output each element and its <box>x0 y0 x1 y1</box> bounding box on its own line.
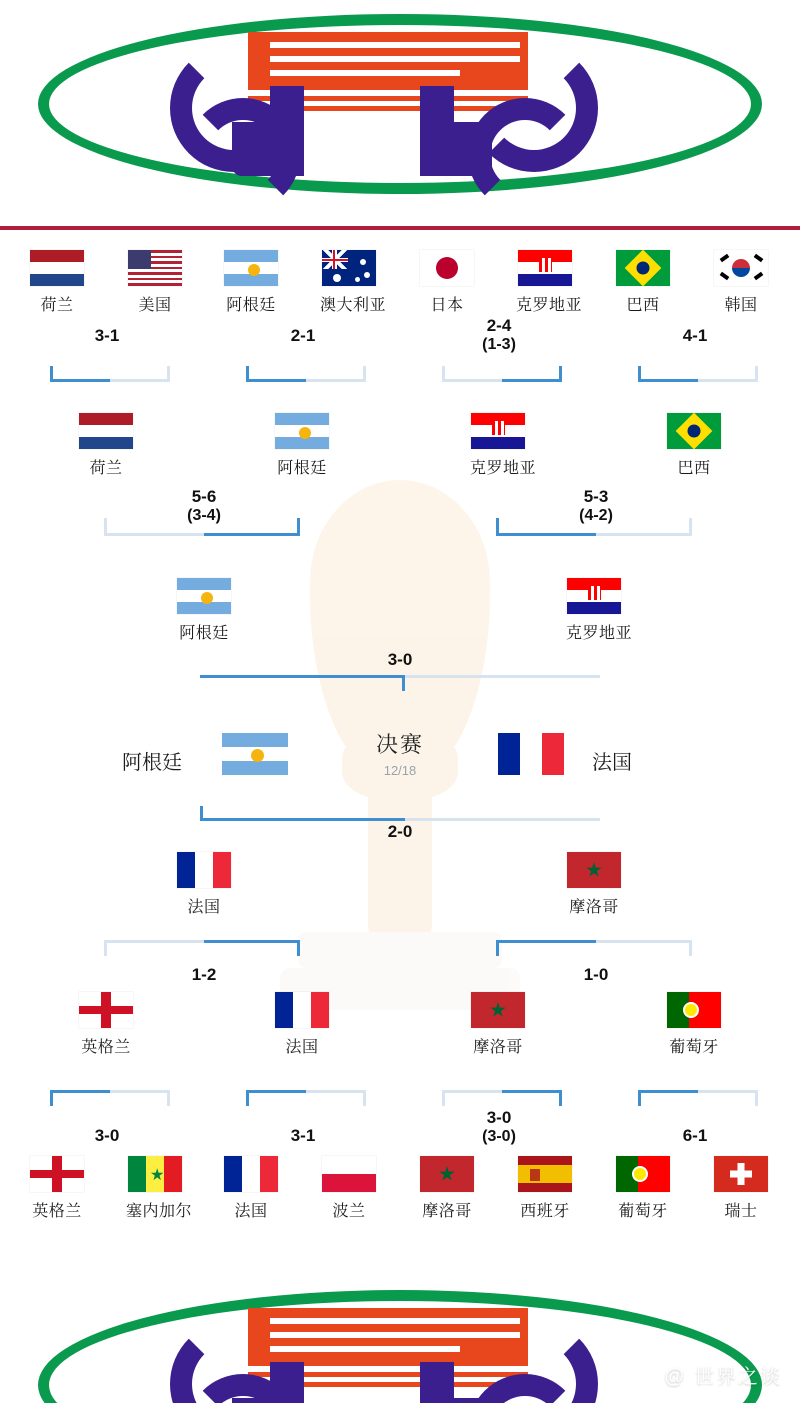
flag-france <box>224 1156 278 1192</box>
flag-argentina <box>224 250 278 286</box>
r16-top-score-2: 2-4 (1-3) <box>482 316 516 353</box>
r16-bottom-score-2: 3-0 (3-0) <box>482 1108 516 1145</box>
flag-japan <box>420 250 474 286</box>
team-label: 摩洛哥 <box>569 899 619 916</box>
team-label: 葡萄牙 <box>618 1203 668 1220</box>
qf-bottom-team-3[interactable] <box>666 992 722 1057</box>
flag-brazil <box>667 413 721 449</box>
r16-bottom-team-2[interactable] <box>222 1156 280 1221</box>
qf-top-team-3[interactable] <box>666 413 722 478</box>
flag-england <box>79 992 133 1028</box>
final-title: 决赛 <box>375 732 424 757</box>
connector-qf-0 <box>104 518 300 536</box>
connector-r16-3 <box>638 366 758 382</box>
flag-senegal <box>128 1156 182 1192</box>
flag-australia <box>322 250 376 286</box>
flag-france-final <box>498 733 564 775</box>
flag-morocco <box>567 852 621 888</box>
logo-top <box>0 0 800 210</box>
flag-portugal <box>616 1156 670 1192</box>
flag-portugal <box>667 992 721 1028</box>
connector-sf-top <box>200 672 600 690</box>
r16-top-team-7[interactable] <box>712 250 770 315</box>
r16-bottom-team-4[interactable] <box>418 1156 476 1221</box>
qf-bottom-score-0: 1-2 <box>191 965 217 984</box>
flag-spain <box>518 1156 572 1192</box>
connector-r16-bottom-1 <box>246 1090 366 1108</box>
r16-top-score-1: 2-1 <box>290 326 316 345</box>
team-label: 波兰 <box>332 1203 366 1220</box>
final-right-team: 法国 <box>592 752 632 774</box>
flag-argentina <box>275 413 329 449</box>
r16-top-team-5[interactable] <box>516 250 583 315</box>
r16-top-team-4[interactable] <box>418 250 476 315</box>
r16-top-score-0: 3-1 <box>94 326 120 345</box>
team-label: 日本 <box>430 297 464 314</box>
final-block <box>340 728 460 778</box>
logo-mark <box>170 26 590 176</box>
team-label: 阿根廷 <box>277 460 327 477</box>
flag-france <box>177 852 231 888</box>
team-label: 澳大利亚 <box>320 297 387 314</box>
r16-bottom-score-3: 6-1 <box>682 1126 708 1145</box>
flag-netherlands <box>30 250 84 286</box>
r16-top-team-6[interactable] <box>614 250 672 315</box>
team-label: 西班牙 <box>520 1203 570 1220</box>
qf-top-team-1[interactable] <box>274 413 330 478</box>
flag-croatia <box>567 578 621 614</box>
qf-bottom-score-1: 1-0 <box>583 965 609 984</box>
team-label: 摩洛哥 <box>422 1203 472 1220</box>
team-label: 克罗地亚 <box>516 297 583 314</box>
r16-top-team-2[interactable] <box>222 250 280 315</box>
r16-top-team-1[interactable] <box>126 250 184 315</box>
team-label: 英格兰 <box>81 1039 131 1056</box>
flag-morocco <box>471 992 525 1028</box>
r16-bottom-team-5[interactable] <box>516 1156 574 1221</box>
r16-top-team-3[interactable] <box>320 250 387 315</box>
sf-bottom-team-1[interactable] <box>566 852 622 917</box>
flag-england <box>30 1156 84 1192</box>
sf-top-team-1[interactable] <box>566 578 633 643</box>
flag-croatia <box>471 413 525 449</box>
qf-top-team-2[interactable] <box>470 413 537 478</box>
team-label: 荷兰 <box>40 297 74 314</box>
qf-top-team-0[interactable] <box>78 413 134 478</box>
flag-usa <box>128 250 182 286</box>
divider <box>0 226 800 230</box>
r16-top-team-0[interactable] <box>28 250 86 315</box>
qf-bottom-team-2[interactable] <box>470 992 526 1057</box>
flag-croatia <box>518 250 572 286</box>
connector-r16-bottom-2 <box>442 1090 562 1108</box>
connector-qf-bottom-1 <box>496 940 692 958</box>
r16-bottom-team-7[interactable] <box>712 1156 770 1221</box>
flag-netherlands <box>79 413 133 449</box>
sf-bottom-score-0: 2-0 <box>387 822 413 841</box>
flag-brazil <box>616 250 670 286</box>
team-label: 克罗地亚 <box>470 460 537 477</box>
team-label: 荷兰 <box>89 460 123 477</box>
qf-bottom-team-1[interactable] <box>274 992 330 1057</box>
team-label: 巴西 <box>677 460 711 477</box>
qf-bottom-team-0[interactable] <box>78 992 134 1057</box>
team-label: 葡萄牙 <box>669 1039 719 1056</box>
flag-argentina-final <box>222 733 288 775</box>
final-left-team: 阿根廷 <box>122 752 182 774</box>
connector-r16-0 <box>50 366 170 382</box>
r16-bottom-team-1[interactable] <box>126 1156 193 1221</box>
team-label: 塞内加尔 <box>126 1203 193 1220</box>
team-label: 韩国 <box>724 297 758 314</box>
r16-bottom-team-3[interactable] <box>320 1156 378 1221</box>
connector-r16-bottom-3 <box>638 1090 758 1108</box>
team-label: 瑞士 <box>724 1203 758 1220</box>
final-date: 12/18 <box>383 763 417 778</box>
r16-bottom-score-1: 3-1 <box>290 1126 316 1145</box>
flag-morocco <box>420 1156 474 1192</box>
watermark-text: @ 世界之谈 <box>664 1366 782 1388</box>
team-label: 阿根廷 <box>179 625 229 642</box>
connector-qf-bottom-0 <box>104 940 300 958</box>
r16-bottom-team-6[interactable] <box>614 1156 672 1221</box>
connector-r16-2 <box>442 366 562 382</box>
sf-bottom-team-0[interactable] <box>176 852 232 917</box>
team-label: 克罗地亚 <box>566 625 633 642</box>
sf-top-team-0[interactable] <box>176 578 232 643</box>
r16-bottom-score-0: 3-0 <box>94 1126 120 1145</box>
r16-top-score-3: 4-1 <box>682 326 708 345</box>
team-label: 法国 <box>187 899 221 916</box>
team-label: 英格兰 <box>32 1203 82 1220</box>
flag-france <box>275 992 329 1028</box>
connector-r16-1 <box>246 366 366 382</box>
flag-south-korea <box>714 250 768 286</box>
flag-argentina <box>177 578 231 614</box>
qf-top-score-1: 5-3 (4-2) <box>579 487 613 524</box>
team-label: 美国 <box>138 297 172 314</box>
r16-bottom-team-0[interactable] <box>28 1156 86 1221</box>
sf-top-score-0: 3-0 <box>387 650 413 669</box>
team-label: 巴西 <box>626 297 660 314</box>
connector-qf-1 <box>496 518 692 536</box>
team-label: 摩洛哥 <box>473 1039 523 1056</box>
team-label: 法国 <box>285 1039 319 1056</box>
logo-mark <box>170 1302 590 1403</box>
connector-r16-bottom-0 <box>50 1090 170 1108</box>
qf-top-score-0: 5-6 (3-4) <box>187 487 221 524</box>
flag-switzerland <box>714 1156 768 1192</box>
team-label: 阿根廷 <box>226 297 276 314</box>
team-label: 法国 <box>234 1203 268 1220</box>
flag-poland <box>322 1156 376 1192</box>
